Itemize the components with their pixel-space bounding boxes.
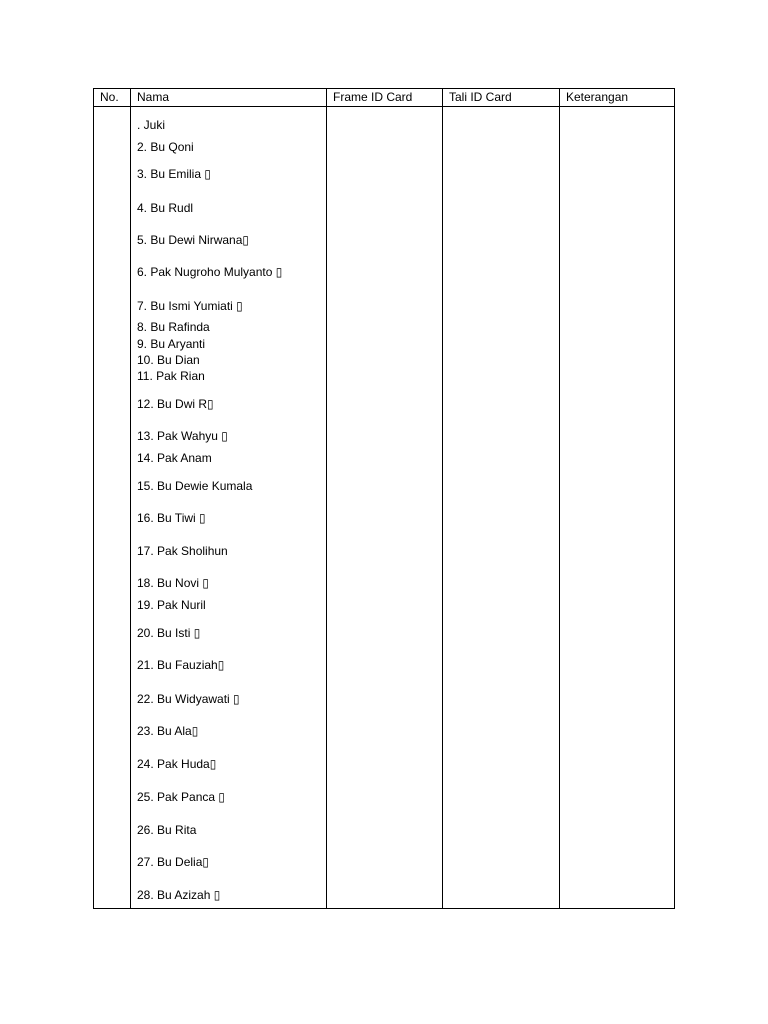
name-entry: 3. Bu Emilia ▯ [137,167,211,181]
name-entry: 24. Pak Huda▯ [137,757,217,771]
column-divider [326,89,327,908]
header-frame-id-card: Frame ID Card [333,90,413,104]
name-entry: 19. Pak Nuril [137,598,206,612]
name-entry: 16. Bu Tiwi ▯ [137,511,206,525]
name-entry: 25. Pak Panca ▯ [137,790,225,804]
name-entry: 8. Bu Rafinda [137,320,210,334]
name-entry: 10. Bu Dian [137,353,200,367]
name-entry: 5. Bu Dewi Nirwana▯ [137,233,249,247]
column-divider [442,89,443,908]
name-entry: 20. Bu Isti ▯ [137,626,201,640]
name-entry: 12. Bu Dwi R▯ [137,397,214,411]
name-entry: 26. Bu Rita [137,823,197,837]
name-entry: . Juki [137,118,166,132]
column-divider [130,89,131,908]
name-entry: 6. Pak Nugroho Mulyanto ▯ [137,265,283,279]
header-tali-id-card: Tali ID Card [449,90,512,104]
name-entry: 22. Bu Widyawati ▯ [137,692,240,706]
name-entry: 9. Bu Aryanti [137,337,206,351]
name-entry: 15. Bu Dewie Kumala [137,479,253,493]
name-entry: 23. Bu Ala▯ [137,724,199,738]
name-entry: 14. Pak Anam [137,451,212,465]
name-entry: 21. Bu Fauziah▯ [137,658,225,672]
name-entry: 27. Bu Delia▯ [137,855,209,869]
name-entry: 13. Pak Wahyu ▯ [137,429,228,443]
name-entry: 11. Pak Rian [137,369,205,383]
header-keterangan: Keterangan [566,90,629,104]
name-entry: 4. Bu Rudl [137,201,194,215]
column-divider [559,89,560,908]
name-entry: 28. Bu Azizah ▯ [137,888,221,902]
name-entry: 2. Bu Qoni [137,140,194,154]
name-entry: 18. Bu Novi ▯ [137,576,209,590]
name-entry: 7. Bu Ismi Yumiati ▯ [137,299,243,313]
name-entry: 17. Pak Sholihun [137,544,228,558]
table-header [94,89,674,107]
header-nama: Nama [137,90,170,104]
attendance-table [93,88,675,909]
header-no: No. [100,90,119,104]
